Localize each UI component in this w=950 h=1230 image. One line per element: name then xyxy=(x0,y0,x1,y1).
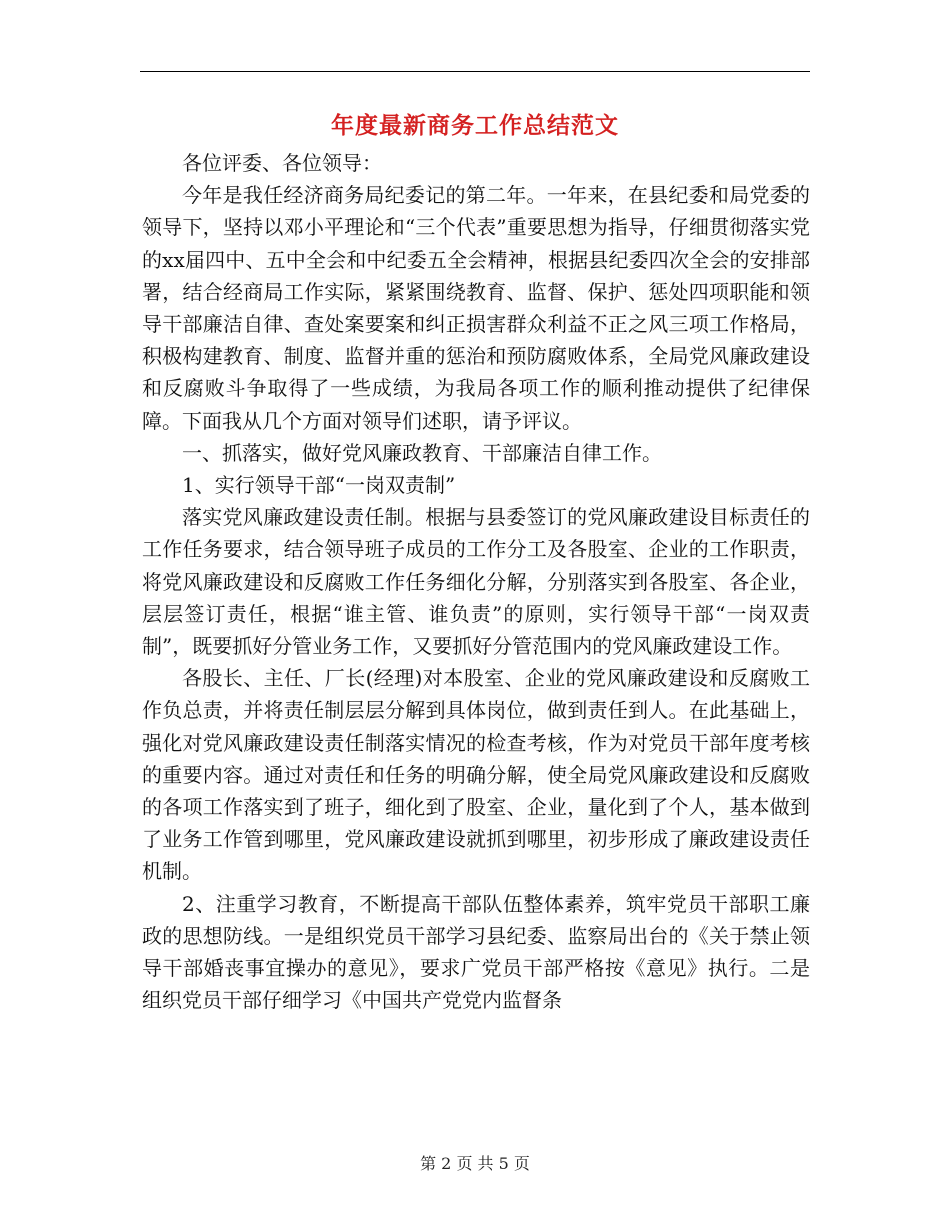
paragraph-intro: 今年是我任经济商务局纪委记的第二年。一年来，在县纪委和局党委的领导下，坚持以邓小平理论和“三个代表”重要思想为指导，仔细贯彻落实党的xx届四中、五中全会和中纪委五全会精神，根据县纪委四次全会的安排部署，结合经商局工作实际，紧紧围绕教育、监督、保护、惩处四项职能和领导干部廉洁自律、查处案要案和纠正损害群众利益不正之风三项工作格局，积极构建教育、制度、监督并重的惩治和预防腐败体系，全局党风廉政建设和反腐败斗争取得了一些成绩，为我局各项工作的顺利推动提供了纪律保障。下面我从几个方面对领导们述职，请予评议。 xyxy=(142,183,810,433)
paragraph-responsibility: 落实党风廉政建设责任制。根据与县委签订的党风廉政建设目标责任的工作任务要求，结合领导班子成员的工作分工及各股室、企业的工作职责，将党风廉政建设和反腐败工作任务细化分解，分别落实到各股室、各企业，层层签订责任，根据“谁主管、谁负责”的原则，实行领导干部“一岗双责制”，既要抓好分管业务工作，又要抓好分管范围内的党风廉政建设工作。 xyxy=(142,505,810,659)
header-rule xyxy=(140,71,810,72)
page-number: 第 2 页 共 5 页 xyxy=(420,1154,530,1173)
section-heading-1: 一、抓落实，做好党风廉政教育、干部廉洁自律工作。 xyxy=(182,440,662,465)
paragraph-accountability: 各股长、主任、厂长(经理)对本股室、企业的党风廉政建设和反腐败工作负总责，并将责任制层层分解到具体岗位，做到责任到人。在此基础上，强化对党风廉政建设责任制落实情况的检查考核，作为对党员干部年度考核的重要内容。通过对责任和任务的明确分解，使全局党风廉政建设和反腐败的各项工作落实到了班子，细化到了股室、企业，量化到了个人，基本做到了业务工作管到哪里，党风廉政建设就抓到哪里，初步形成了廉政建设责任机制。 xyxy=(142,666,810,884)
document-title: 年度最新商务工作总结范文 xyxy=(331,112,619,139)
paragraph-education: 2、注重学习教育，不断提高干部队伍整体素养，筑牢党员干部职工廉政的思想防线。一是组织党员干部学习县纪委、监察局出台的《关于禁止领导干部婚丧事宜操办的意见》，要求广党员干部严格按《意见》执行。二是组织党员干部仔细学习《中国共产党党内监督条 xyxy=(142,891,810,1013)
subsection-heading-1: 1、实行领导干部“一岗双责制” xyxy=(182,473,456,498)
document-body xyxy=(142,147,810,1016)
paragraph-salutation: 各位评委、各位领导： xyxy=(182,151,382,175)
